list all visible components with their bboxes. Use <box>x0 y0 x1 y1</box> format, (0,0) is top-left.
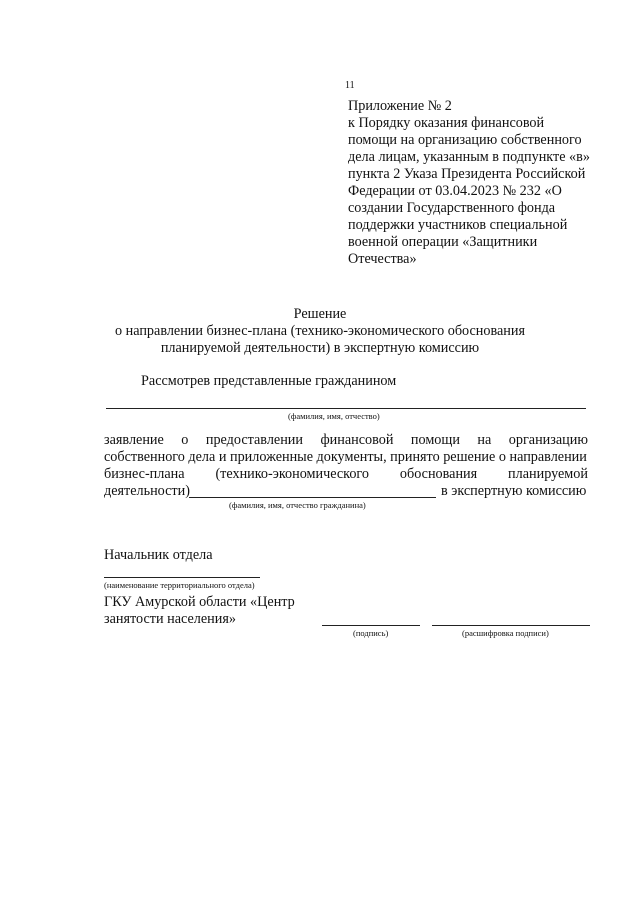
appendix-line: создании Государственного фонда <box>348 200 556 216</box>
body-line-1 <box>104 432 588 449</box>
position-title: Начальник отдела <box>104 547 213 563</box>
body-line-3 <box>104 466 588 483</box>
considered-text: Рассмотрев представленные гражданином <box>141 373 397 389</box>
word: планируемой <box>508 466 588 482</box>
signature-decoding-blank[interactable] <box>432 625 590 626</box>
word: заявление <box>104 432 164 448</box>
body-line-2: собственного дела и приложенные документы, принято решение о направлении <box>104 449 587 465</box>
page-number: 11 <box>345 80 355 91</box>
word: организацию <box>508 432 588 448</box>
appendix-line: Отечества» <box>348 251 417 267</box>
citizen-name-blank[interactable] <box>106 408 586 409</box>
hint-fio: (фамилия, имя, отчество) <box>288 411 380 421</box>
appendix-header <box>348 98 610 268</box>
appendix-line: к Порядку оказания финансовой <box>348 115 545 131</box>
citizen-name-blank-2[interactable] <box>189 497 436 498</box>
hint-fio-citizen: (фамилия, имя, отчество гражданина) <box>229 500 366 510</box>
appendix-line: поддержки участников специальной <box>348 217 568 233</box>
decision-subtitle-line1: о направлении бизнес-плана (технико-экономического обоснования <box>115 323 525 339</box>
appendix-line: Федерации от 03.04.2023 № 232 «О <box>348 183 562 199</box>
appendix-line: военной операции «Защитники <box>348 234 538 250</box>
appendix-line: пункта 2 Указа Президента Российской <box>348 166 586 182</box>
word: о <box>181 432 189 448</box>
department-blank[interactable] <box>104 577 260 578</box>
appendix-line: дела лицам, указанным в подпункте «в» <box>348 149 590 165</box>
decision-title-block <box>100 306 540 357</box>
word: на <box>477 432 492 448</box>
org-line-2: занятости населения» <box>104 611 236 627</box>
word: (технико-экономического <box>215 466 369 482</box>
word: помощи <box>410 432 460 448</box>
word: обоснования <box>399 466 478 482</box>
word: бизнес-плана <box>104 466 185 482</box>
word: финансовой <box>320 432 394 448</box>
body-line-4-start: деятельности) <box>104 483 190 499</box>
appendix-line: Приложение № 2 <box>348 98 452 114</box>
hint-department: (наименование территориального отдела) <box>104 580 255 590</box>
decision-subtitle-line2: планируемой деятельности) в экспертную комиссию <box>160 340 480 356</box>
decision-title: Решение <box>293 306 347 322</box>
hint-decoding: (расшифровка подписи) <box>462 628 549 638</box>
appendix-line: помощи на организацию собственного <box>348 132 582 148</box>
hint-signature: (подпись) <box>353 628 389 638</box>
body-line-4-end: в экспертную комиссию <box>441 483 587 499</box>
word: предоставлении <box>205 432 303 448</box>
org-line-1: ГКУ Амурской области «Центр <box>104 594 295 610</box>
signature-blank[interactable] <box>322 625 420 626</box>
